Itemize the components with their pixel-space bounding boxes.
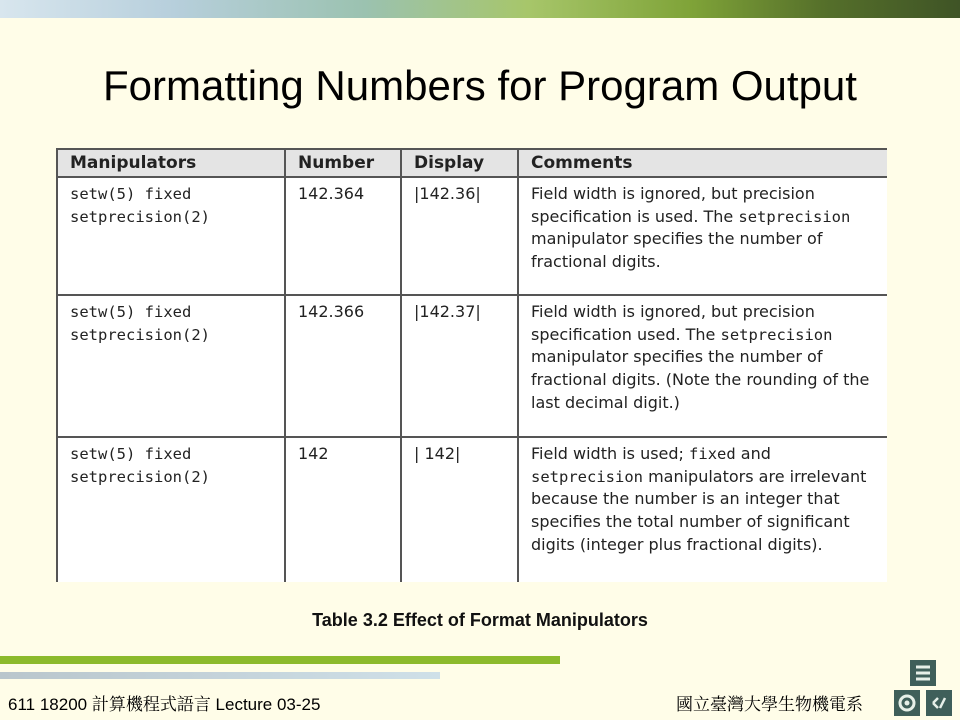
table-caption: Table 3.2 Effect of Format Manipulators [312,610,648,630]
table-row [57,177,887,295]
display-cell: |142.37| [401,295,518,437]
header-number: Number [285,149,401,177]
header-comments: Comments [518,149,887,177]
department-footer: 國立臺灣大學生物機電系 [676,695,863,714]
manipulators-cell [57,295,285,437]
slide-title: Formatting Numbers for Program Output [103,62,857,109]
footer-gray-bar [0,672,440,679]
comment-code: fixed [689,445,736,463]
manipulators-cell [57,177,285,295]
manip-line: setprecision(2) [70,325,210,344]
comment-text: Field width is ignored, but precision specification used. The [531,302,815,344]
comment-text: Field width is used; [531,444,690,463]
number-cell: 142.366 [285,295,401,437]
top-gradient-bar [0,0,960,18]
comment-cell [518,437,887,582]
manip-line: setw(5) fixed [70,303,192,321]
display-cell: | 142| [401,437,518,582]
course-footer: 611 18200 計算機程式語言 Lecture 03-25 [8,695,321,714]
table-row [57,437,887,582]
comment-text: manipulators are irrelevant because the number is an integer that specifies the total number of significant digits (integer plus fractional digits). [531,466,867,554]
comment-cell [518,177,887,295]
display-cell: |142.36| [401,177,518,295]
footer-green-bar [0,656,560,664]
table-header-row [57,149,887,177]
manip-line: setw(5) fixed [70,445,192,463]
department-logo-icon [892,658,954,718]
comment-code: setprecision [738,207,851,226]
manip-line: setw(5) fixed [70,185,192,203]
comment-cell [518,295,887,437]
number-cell: 142.364 [285,177,401,295]
comment-text: and [735,444,771,463]
header-manipulators: Manipulators [57,149,285,177]
comment-text: manipulator specifies the number of fractional digits. (Note the rounding of the last decimal digit.) [531,347,870,412]
comment-code: setprecision [531,467,643,486]
manip-line: setprecision(2) [70,467,210,486]
manipulators-cell [57,437,285,582]
manip-line: setprecision(2) [70,207,210,226]
comment-text: manipulator specifies the number of fractional digits. [531,229,823,272]
table-row [57,295,887,437]
manipulators-table [56,148,887,582]
comment-code: setprecision [720,325,833,344]
header-display: Display [401,149,518,177]
comment-text: Field width is ignored, but precision specification is used. The [531,184,815,226]
number-cell: 142 [285,437,401,582]
